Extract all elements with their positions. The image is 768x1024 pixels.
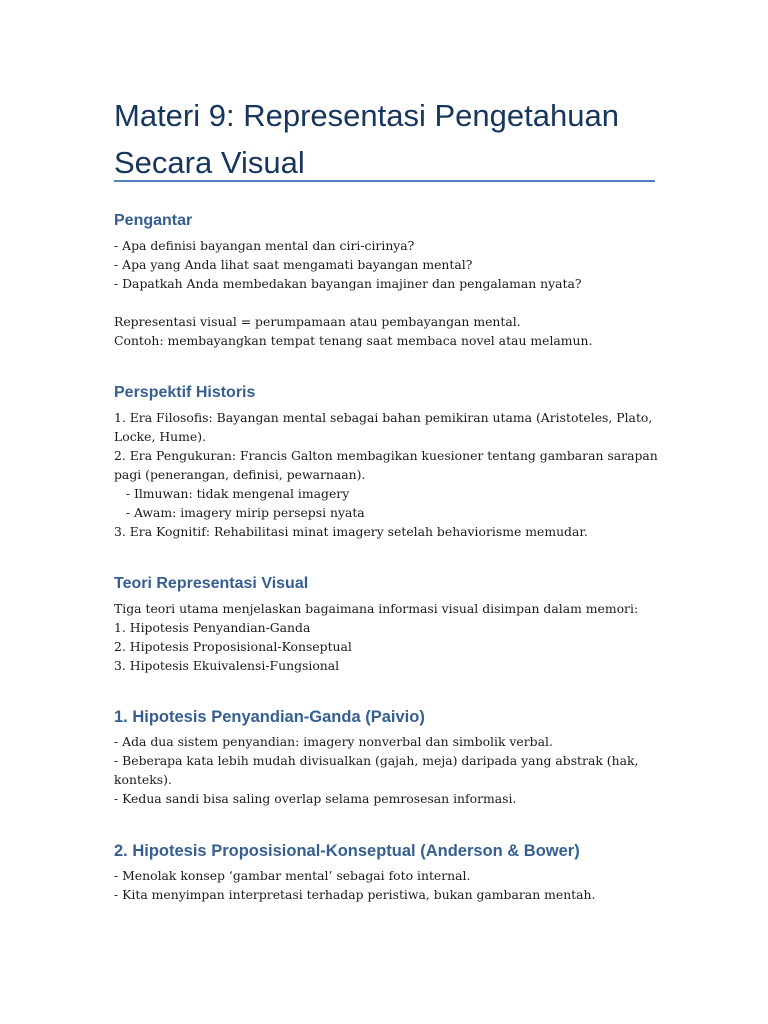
section-proposisional-konseptual: [114, 840, 659, 904]
text-line: Tiga teori utama menjelaskan bagaimana informasi visual disimpan dalam memori:: [114, 601, 639, 616]
section-heading: Pengantar: [114, 212, 193, 229]
text-line: - Kedua sandi bisa saling overlap selama pemrosesan informasi.: [114, 791, 517, 806]
text-line: - Ada dua sistem penyandian: imagery nonverbal dan simbolik verbal.: [114, 734, 553, 749]
section-teori-representasi: [114, 573, 659, 675]
text-line: - Beberapa kata lebih mudah divisualkan (gajah, meja) daripada yang abstrak (hak, konteks).: [114, 753, 643, 787]
section-heading: Teori Representasi Visual: [114, 575, 309, 592]
section-pengantar: [114, 210, 659, 350]
text-line: 2. Era Pengukuran: Francis Galton membagikan kuesioner tentang gambaran sarapan pagi (penerangan, definisi, pewarnaan).: [114, 448, 662, 482]
text-line: 3. Hipotesis Ekuivalensi-Fungsional: [114, 658, 340, 673]
text-line: - Dapatkah Anda membedakan bayangan imajiner dan pengalaman nyata?: [114, 276, 582, 291]
section-heading: Perspektif Historis: [114, 384, 256, 401]
text-line: - Apa yang Anda lihat saat mengamati bayangan mental?: [114, 257, 473, 272]
text-line: Representasi visual = perumpamaan atau pembayangan mental.: [114, 314, 521, 329]
spacer: [114, 293, 659, 312]
text-line: 2. Hipotesis Proposisional-Konseptual: [114, 639, 352, 654]
text-line: Contoh: membayangkan tempat tenang saat membaca novel atau melamun.: [114, 333, 593, 348]
text-line: 3. Era Kognitif: Rehabilitasi minat imagery setelah behaviorisme memudar.: [114, 524, 588, 539]
section-perspektif-historis: [114, 382, 662, 541]
text-line: - Ilmuwan: tidak mengenal imagery: [114, 486, 350, 501]
text-line: 1. Hipotesis Penyandian-Ganda: [114, 620, 311, 635]
document-title: Materi 9: Representasi Pengetahuan Secara Visual: [114, 98, 619, 180]
title-divider: [114, 180, 655, 182]
text-line: - Apa definisi bayangan mental dan ciri-cirinya?: [114, 238, 415, 253]
section-heading: 1. Hipotesis Penyandian-Ganda (Paivio): [114, 708, 425, 726]
text-line: - Kita menyimpan interpretasi terhadap peristiwa, bukan gambaran mentah.: [114, 887, 596, 902]
section-penyandian-ganda: [114, 706, 659, 808]
text-line: 1. Era Filosofis: Bayangan mental sebagai bahan pemikiran utama (Aristoteles, Plato, Locke, Hume).: [114, 410, 657, 444]
text-line: - Menolak konsep ‘gambar mental’ sebagai foto internal.: [114, 868, 471, 883]
section-heading: 2. Hipotesis Proposisional-Konseptual (Anderson & Bower): [114, 842, 580, 860]
text-line: - Awam: imagery mirip persepsi nyata: [114, 505, 365, 520]
